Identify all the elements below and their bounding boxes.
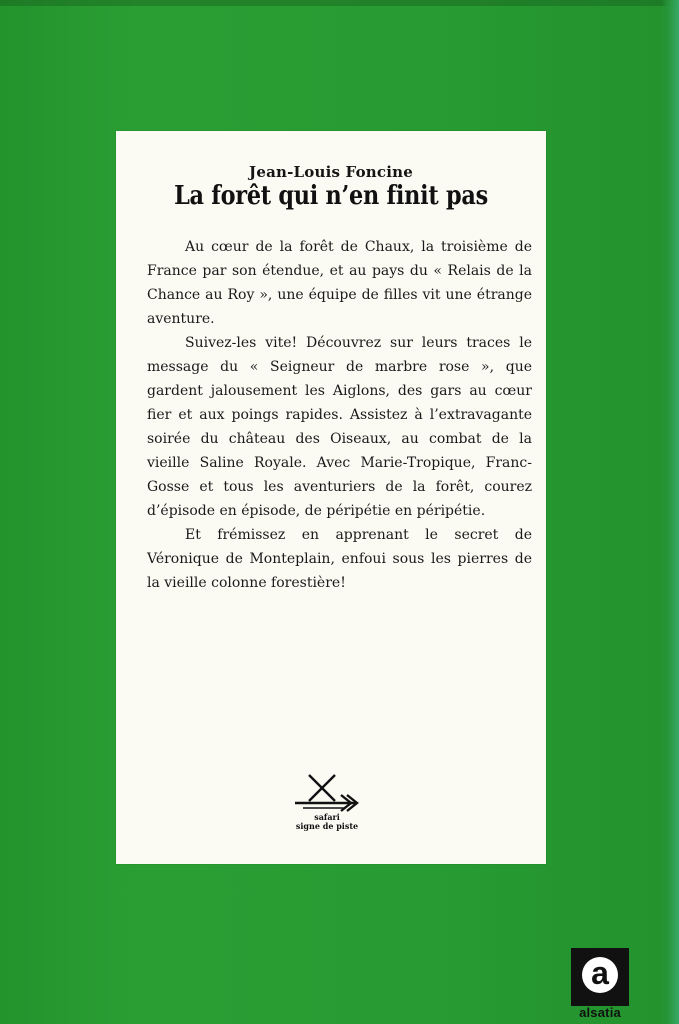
blurb-paragraph-3: Et frémissez en apprenant le secret de Véronique de Monteplain, enfoui sous les pierres de la vieille colonne forestière!	[147, 527, 532, 591]
book-title: La forêt qui n’en finit pas	[174, 181, 488, 211]
cover-top-edge	[0, 0, 679, 6]
author-name: Jean-Louis Foncine	[249, 163, 413, 181]
blurb-paragraph-2: Suivez-les vite! Découvrez sur leurs traces le message du « Seigneur de marbre rose », que gardent jalousement les Aiglons, des gars au cœur fier et aux poings rapides. Assistez à l’extravagante soirée du château des Oiseaux, au combat de la vieille Saline Royale. Avec Marie-Tropique, Franc-Gosse et tous les aventuriers de la forêt, courez d’épisode en épisode, de péripétie en péripétie.	[147, 335, 532, 519]
cover-right-edge	[661, 0, 679, 1024]
signe-de-piste-icon	[289, 771, 365, 813]
blurb-panel	[116, 131, 546, 864]
series-logo-line1: safari	[314, 812, 340, 822]
blurb-paragraph-1: Au cœur de la forêt de Chaux, la troisième de France par son étendue, et au pays du « Relais de la Chance au Roy », une équipe de filles vit une étrange aventure.	[147, 239, 532, 327]
blurb-text	[147, 235, 532, 595]
alsatia-logo-letter: a	[591, 955, 609, 991]
series-logo	[289, 771, 365, 831]
publisher-logo	[571, 948, 629, 1018]
publisher-name: alsatia	[579, 1005, 621, 1020]
series-logo-line2: signe de piste	[295, 821, 359, 831]
alsatia-logo-icon	[571, 948, 629, 1006]
